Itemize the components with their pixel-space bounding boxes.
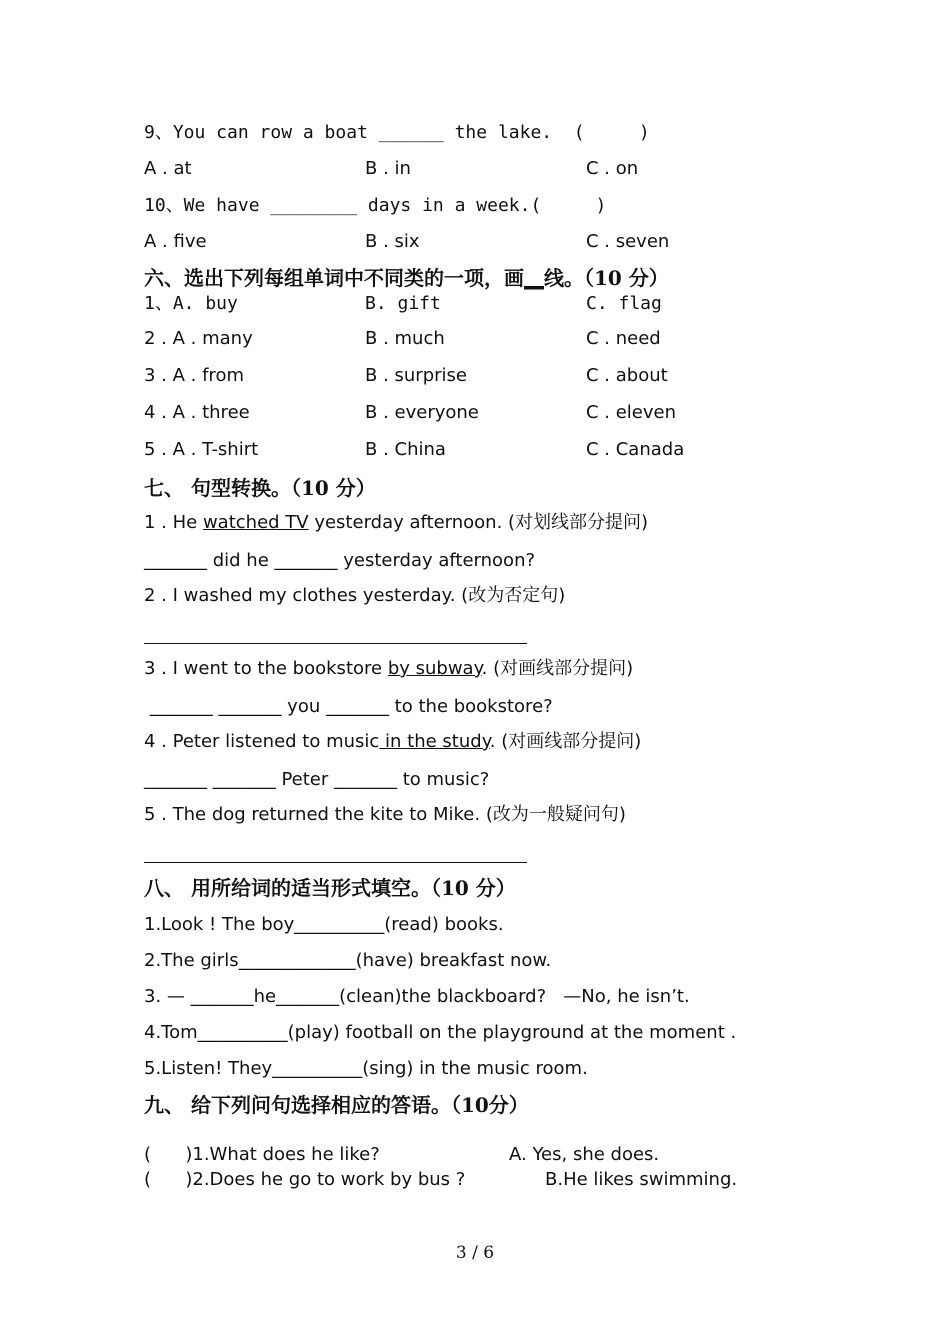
section-8-item-5: 5.Listen! They__________(sing) in the music room. xyxy=(144,1058,588,1079)
section-7-q3-underlined: by subway xyxy=(387,658,482,679)
section-6-title xyxy=(144,266,669,290)
section-7-q1-underlined: watched TV xyxy=(202,512,309,533)
section-7-q4 xyxy=(144,730,641,754)
section-6-row-3-a: 3 . A . from xyxy=(144,365,244,386)
question-10-option-c: C . seven xyxy=(586,231,670,252)
section-6-row-2-c: C . need xyxy=(586,328,661,349)
section-9-answer-b: B.He likes swimming. xyxy=(545,1169,738,1190)
section-6-row-3-b: B . surprise xyxy=(365,365,467,386)
section-7-q3-answer: _______ _______ you _______ to the bookstore? xyxy=(144,696,553,717)
section-7-q2: 2 . I washed my clothes yesterday. (改为否定句) xyxy=(144,585,566,606)
section-7-q1 xyxy=(144,511,648,535)
section-6-row-5-b: B . China xyxy=(365,439,446,460)
section-7-q5: 5 . The dog returned the kite to Mike. (改为一般疑问句) xyxy=(144,804,626,825)
question-10-option-a: A . five xyxy=(144,231,207,252)
section-8-item-2: 2.The girls_____________(have) breakfast now. xyxy=(144,950,552,971)
section-8-item-3: 3. — _______he_______(clean)the blackboard? —No, he isn’t. xyxy=(144,986,690,1007)
question-10-option-b: B . six xyxy=(365,231,420,252)
section-7-q4-post: . (对画线部分提问) xyxy=(489,731,642,752)
section-6-row-1-c: C. flag xyxy=(586,293,662,314)
section-7-q3-post: . (对画线部分提问) xyxy=(481,658,634,679)
section-7-q2-answer-line xyxy=(144,643,527,644)
section-7-q4-answer: _______ _______ Peter _______ to music? xyxy=(144,769,490,790)
section-6-row-3-c: C . about xyxy=(586,365,668,386)
section-6-title-pre: 六、选出下列每组单词中不同类的一项，画 xyxy=(144,266,524,290)
question-9-option-b: B . in xyxy=(365,158,411,179)
page-number: 3 / 6 xyxy=(455,1243,495,1263)
section-7-q5-answer-line xyxy=(144,862,527,863)
section-6-title-post: 线。（10 分） xyxy=(544,266,669,290)
section-7-q1-pre: 1 . He xyxy=(144,512,203,533)
section-6-row-2-a: 2 . A . many xyxy=(144,328,253,349)
section-6-row-4-b: B . everyone xyxy=(365,402,479,423)
section-8-item-1: 1.Look ! The boy__________(read) books. xyxy=(144,914,504,935)
section-6-row-2-b: B . much xyxy=(365,328,445,349)
section-6-row-1-a: 1、A. buy xyxy=(144,293,238,314)
section-7-q4-pre: 4 . Peter listened to music xyxy=(144,731,380,752)
section-8-item-4: 4.Tom__________(play) football on the playground at the moment . xyxy=(144,1022,737,1043)
section-7-title: 七、 句型转换。（10 分） xyxy=(144,476,376,500)
question-9-stem: 9、You can row a boat ______ the lake. ( ) xyxy=(144,122,650,143)
section-9-question-1: ( )1.What does he like? xyxy=(144,1144,380,1165)
section-7-q1-answer: _______ did he _______ yesterday afternoon? xyxy=(144,550,536,571)
question-10-stem: 10、We have ________ days in a week.( ) xyxy=(144,195,607,216)
section-7-q1-post: yesterday afternoon. (对划线部分提问) xyxy=(308,512,649,533)
section-6-row-5-a: 5 . A . T-shirt xyxy=(144,439,259,460)
section-7-q4-underlined: in the study xyxy=(379,731,490,752)
section-7-q3 xyxy=(144,657,633,681)
section-9-title: 九、 给下列问句选择相应的答语。（10分） xyxy=(144,1093,529,1117)
question-9-option-c: C . on xyxy=(586,158,639,179)
section-8-title: 八、 用所给词的适当形式填空。（10 分） xyxy=(144,876,516,900)
section-9-question-2: ( )2.Does he go to work by bus ? xyxy=(144,1169,466,1190)
section-6-row-1-b: B. gift xyxy=(365,293,441,314)
section-6-title-blank: __ xyxy=(524,266,544,290)
section-6-row-4-a: 4 . A . three xyxy=(144,402,250,423)
section-6-row-5-c: C . Canada xyxy=(586,439,685,460)
section-9-answer-a: A. Yes, she does. xyxy=(509,1144,660,1165)
section-7-q3-pre: 3 . I went to the bookstore xyxy=(144,658,388,679)
question-9-option-a: A . at xyxy=(144,158,192,179)
section-6-row-4-c: C . eleven xyxy=(586,402,677,423)
